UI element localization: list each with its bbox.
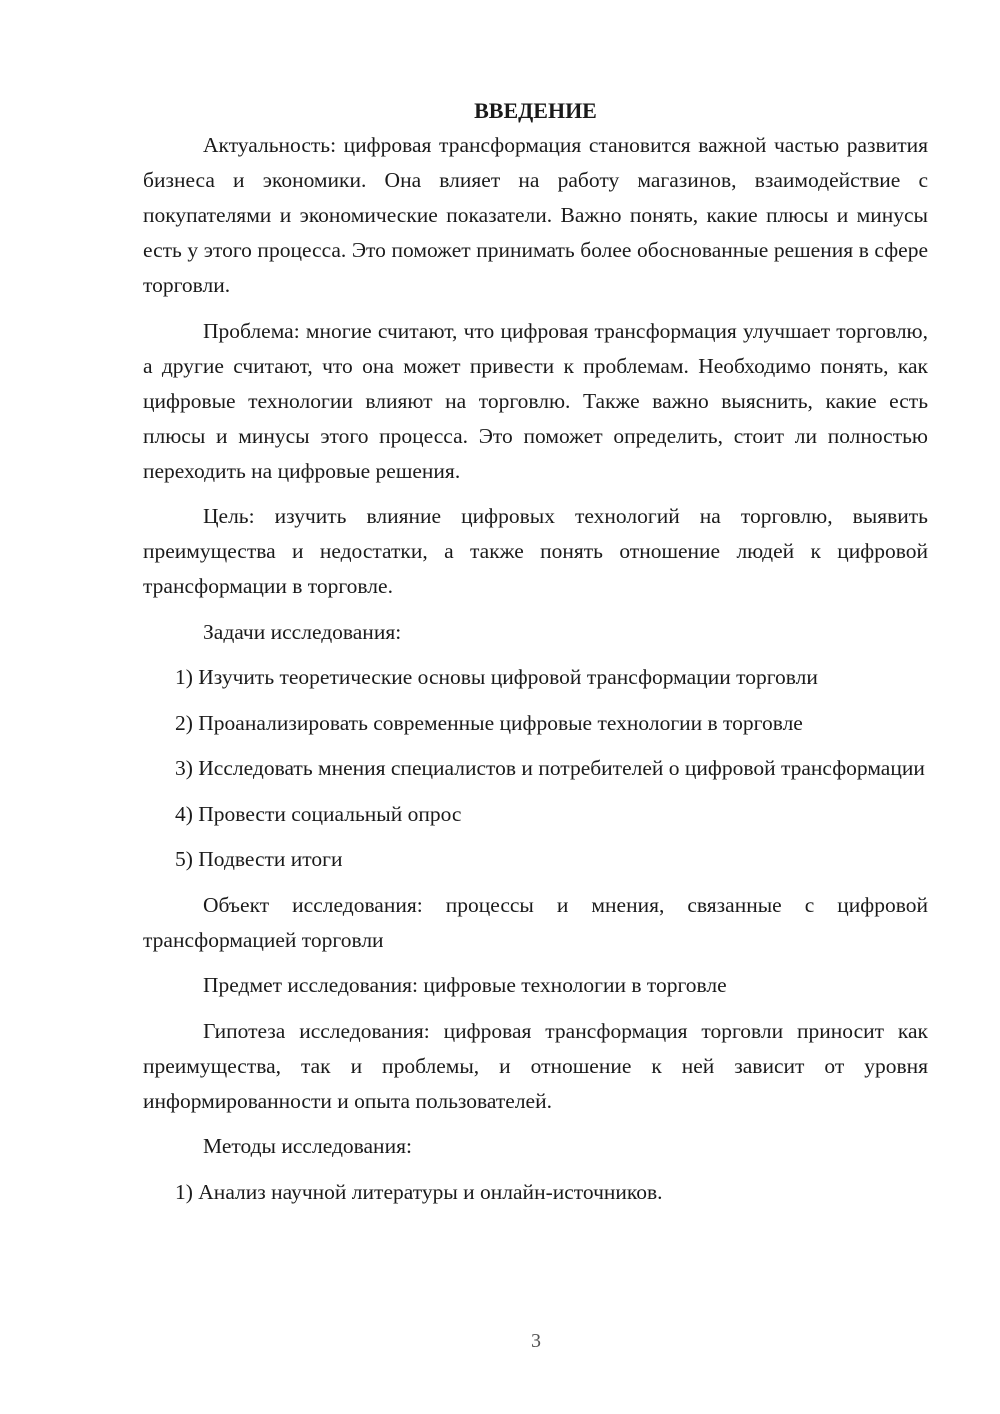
relevance-paragraph: Актуальность: цифровая трансформация становится важной частью развития бизнеса и экономики. Она влияет на работу магазинов, взаимодействие с покупателями и экономические показатели. Важно понять, какие плюсы и минусы есть у этого процесса. Это поможет принимать более обоснованные решения в сфере торговли. xyxy=(143,133,928,297)
document-page xyxy=(143,93,928,1210)
task-item-4: 4) Провести социальный опрос xyxy=(175,801,462,826)
page-number: 3 xyxy=(531,1330,541,1352)
object-paragraph: Объект исследования: процессы и мнения, связанные с цифровой трансформацией торговли xyxy=(143,892,928,952)
problem-paragraph: Проблема: многие считают, что цифровая трансформация улучшает торговлю, а другие считают, что она может привести к проблемам. Необходимо понять, как цифровые технологии влияют на торговлю. Также важно выяснить, какие есть плюсы и минусы этого процесса. Это поможет определить, стоит ли полностью переходить на цифровые решения. xyxy=(143,318,928,483)
task-item-1: 1) Изучить теоретические основы цифровой трансформации торговли xyxy=(175,665,818,689)
subject-paragraph: Предмет исследования: цифровые технологии в торговле xyxy=(203,973,727,997)
task-item-2: 2) Проанализировать современные цифровые технологии в торговле xyxy=(175,710,803,735)
tasks-heading: Задачи исследования: xyxy=(203,619,402,644)
section-title: ВВЕДЕНИЕ xyxy=(474,98,597,123)
task-item-3: 3) Исследовать мнения специалистов и потребителей о цифровой трансформации xyxy=(175,756,925,780)
method-item-1: 1) Анализ научной литературы и онлайн-источников. xyxy=(175,1179,663,1204)
methods-heading: Методы исследования: xyxy=(203,1134,412,1158)
hypothesis-paragraph: Гипотеза исследования: цифровая трансформация торговли приносит как преимущества, так и проблемы, и отношение к ней зависит от уровня информированности и опыта пользователей. xyxy=(143,1018,928,1113)
task-item-5: 5) Подвести итоги xyxy=(175,847,343,871)
goal-paragraph: Цель: изучить влияние цифровых технологий на торговлю, выявить преимущества и недостатки, а также понять отношение людей к цифровой трансформации в торговле. xyxy=(143,504,928,598)
